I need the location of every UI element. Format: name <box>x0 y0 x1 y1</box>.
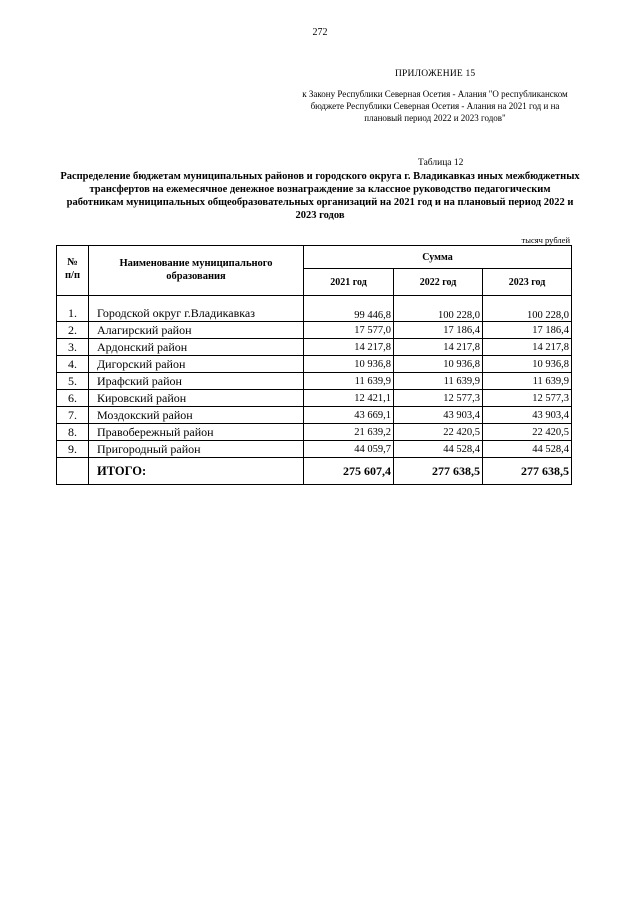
row-value-2022: 100 228,0 <box>394 296 483 322</box>
total-value-2022: 277 638,5 <box>394 458 483 485</box>
header-sum: Сумма <box>304 246 572 269</box>
row-name: Дигорский район <box>89 356 304 373</box>
row-value-2023: 43 903,4 <box>483 407 572 424</box>
row-number: 8. <box>57 424 89 441</box>
row-value-2021: 17 577,0 <box>304 322 394 339</box>
page-number: 272 <box>312 27 328 38</box>
header-2022: 2022 год <box>394 269 483 296</box>
row-value-2021: 44 059,7 <box>304 441 394 458</box>
row-value-2023: 14 217,8 <box>483 339 572 356</box>
row-name: Ардонский район <box>89 339 304 356</box>
row-name: Ирафский район <box>89 373 304 390</box>
table-row <box>57 441 572 458</box>
row-value-2021: 21 639,2 <box>304 424 394 441</box>
units-label: тысяч рублей <box>521 235 570 245</box>
row-value-2023: 10 936,8 <box>483 356 572 373</box>
row-value-2021: 12 421,1 <box>304 390 394 407</box>
table-row <box>57 390 572 407</box>
row-value-2022: 17 186,4 <box>394 322 483 339</box>
row-value-2023: 44 528,4 <box>483 441 572 458</box>
row-number: 7. <box>57 407 89 424</box>
table-row <box>57 322 572 339</box>
table-row <box>57 356 572 373</box>
row-value-2023: 11 639,9 <box>483 373 572 390</box>
row-value-2022: 43 903,4 <box>394 407 483 424</box>
header-number <box>57 246 89 296</box>
row-value-2021: 99 446,8 <box>304 296 394 322</box>
header-2021: 2021 год <box>304 269 394 296</box>
table-row <box>57 407 572 424</box>
table-row <box>57 296 572 322</box>
appendix-title: ПРИЛОЖЕНИЕ 15 <box>395 69 476 79</box>
row-value-2022: 10 936,8 <box>394 356 483 373</box>
table-title: Распределение бюджетам муниципальных районов и городского округа г. Владикавказ иных межбюджетных трансфертов на ежемесячное денежное вознаграждение за классное руководство педагогическим работникам муниципальных общеобразовательных организаций на 2021 год и на плановый период 2022 и 2023 годов <box>60 171 580 221</box>
header-name: Наименование муниципального образования <box>89 246 304 296</box>
row-name: Городской округ г.Владикавказ <box>89 296 304 322</box>
total-value-2023: 277 638,5 <box>483 458 572 485</box>
total-row <box>57 458 572 485</box>
table-row <box>57 373 572 390</box>
row-value-2023: 100 228,0 <box>483 296 572 322</box>
table-row <box>57 424 572 441</box>
appendix-text: к Закону Республики Северная Осетия - Алания "О республиканском бюджете Республики Северная Осетия - Алания на 2021 год и на плановый период 2022 и 2023 годов" <box>302 89 568 123</box>
row-value-2022: 44 528,4 <box>394 441 483 458</box>
row-number: 5. <box>57 373 89 390</box>
row-value-2023: 17 186,4 <box>483 322 572 339</box>
row-number: 6. <box>57 390 89 407</box>
row-value-2022: 22 420,5 <box>394 424 483 441</box>
table-header-row <box>57 246 572 269</box>
table-label: Таблица 12 <box>418 158 464 168</box>
row-number: 1. <box>57 296 89 322</box>
header-number-line1: № <box>67 257 78 268</box>
row-name: Алагирский район <box>89 322 304 339</box>
row-value-2023: 12 577,3 <box>483 390 572 407</box>
table-row <box>57 339 572 356</box>
row-value-2021: 11 639,9 <box>304 373 394 390</box>
total-number <box>57 458 89 485</box>
row-number: 2. <box>57 322 89 339</box>
row-value-2022: 12 577,3 <box>394 390 483 407</box>
row-name: Пригородный район <box>89 441 304 458</box>
total-label: ИТОГО: <box>89 458 304 485</box>
row-value-2022: 11 639,9 <box>394 373 483 390</box>
row-name: Правобережный район <box>89 424 304 441</box>
row-value-2022: 14 217,8 <box>394 339 483 356</box>
row-name: Кировский район <box>89 390 304 407</box>
row-value-2021: 10 936,8 <box>304 356 394 373</box>
row-value-2023: 22 420,5 <box>483 424 572 441</box>
total-value-2021: 275 607,4 <box>304 458 394 485</box>
row-number: 9. <box>57 441 89 458</box>
row-name: Моздокский район <box>89 407 304 424</box>
row-value-2021: 43 669,1 <box>304 407 394 424</box>
header-2023: 2023 год <box>483 269 572 296</box>
header-number-line2: п/п <box>64 270 81 281</box>
budget-table <box>56 245 572 485</box>
row-number: 4. <box>57 356 89 373</box>
row-value-2021: 14 217,8 <box>304 339 394 356</box>
row-number: 3. <box>57 339 89 356</box>
